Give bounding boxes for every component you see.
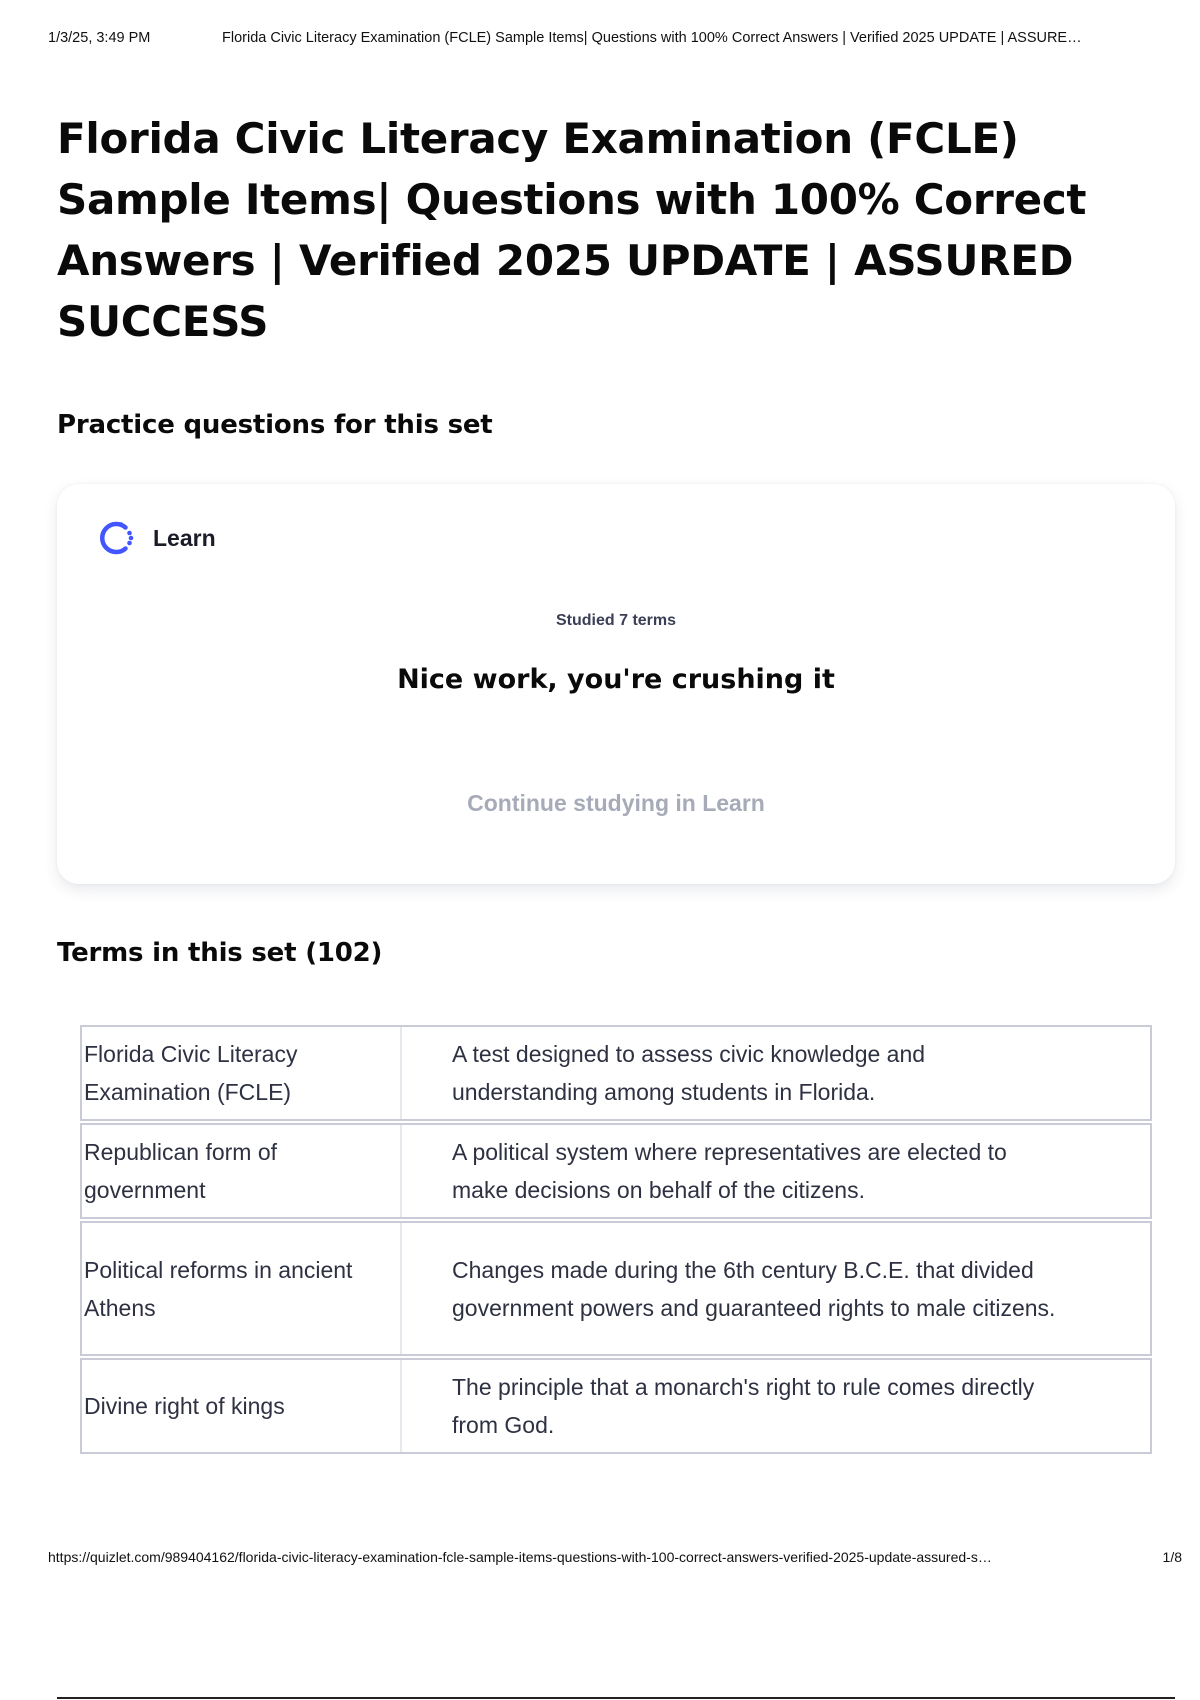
learn-progress-icon	[95, 516, 139, 560]
learn-mode-link[interactable]	[95, 516, 216, 560]
definition-text: The principle that a monarch's right to rule comes directly from God.	[452, 1374, 1035, 1438]
print-doc-title: Florida Civic Literacy Examination (FCLE) Sample Items| Questions with 100% Correct Answers | Verified 2025 UPDATE | ASSURE…	[222, 30, 1082, 46]
terms-heading: Terms in this set (102)	[57, 938, 383, 968]
print-header	[48, 30, 1176, 46]
print-timestamp: 1/3/25, 3:49 PM	[48, 30, 151, 46]
term-row	[80, 1358, 1152, 1454]
learn-label: Learn	[153, 524, 216, 551]
term-text: Florida Civic Literacy Examination (FCLE)	[82, 1027, 402, 1119]
definition-text: A political system where representatives are elected to make decisions on behalf of the citizens.	[452, 1139, 1007, 1203]
terms-table	[80, 1025, 1152, 1456]
definition-text: Changes made during the 6th century B.C.E. that divided government powers and guaranteed rights to male citizens.	[452, 1256, 1056, 1321]
definition-text: A test designed to assess civic knowledge and understanding among students in Florida.	[452, 1041, 926, 1105]
term-row	[80, 1025, 1152, 1121]
continue-studying-button[interactable]: Continue studying in Learn	[467, 790, 765, 816]
learn-card	[57, 484, 1175, 884]
term-text: Political reforms in ancient Athens	[82, 1223, 402, 1354]
term-row	[80, 1221, 1152, 1356]
page-title: Florida Civic Literacy Examination (FCLE) Sample Items| Questions with 100% Correct Answers | Verified 2025 UPDATE | ASSURED SUCCESS	[57, 114, 1087, 346]
page-divider	[57, 1697, 1175, 1699]
print-footer	[48, 1549, 1182, 1565]
term-text: Divine right of kings	[82, 1360, 402, 1452]
term-row	[80, 1123, 1152, 1219]
practice-heading: Practice questions for this set	[57, 410, 493, 440]
studied-count: Studied 7 terms	[555, 612, 677, 629]
term-text: Republican form of government	[82, 1125, 402, 1217]
page-number: 1/8	[1162, 1549, 1182, 1565]
encouragement-message: Nice work, you're crushing it	[397, 664, 835, 695]
print-url: https://quizlet.com/989404162/florida-civic-literacy-examination-fcle-sample-items-questions-with-100-correct-answers-verified-2025-update-assured-s…	[48, 1549, 992, 1565]
